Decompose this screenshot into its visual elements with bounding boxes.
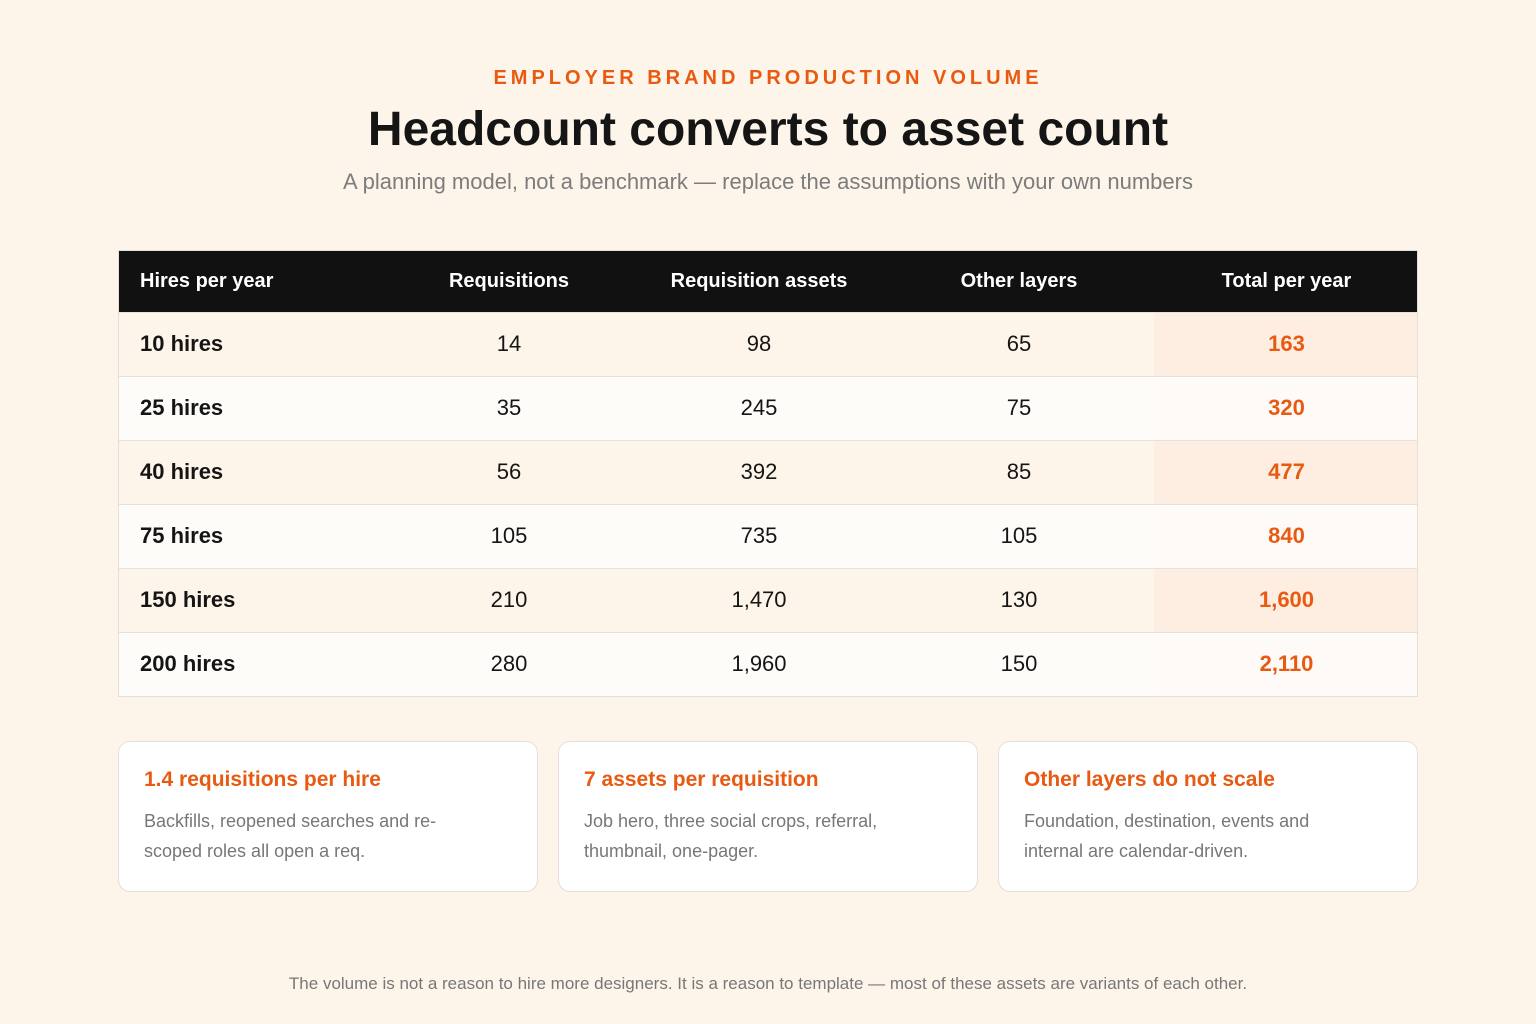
- requisitions-cell: 35: [496, 395, 522, 420]
- other-layers-cell: 105: [1000, 523, 1038, 548]
- requisition-assets-cell: 98: [746, 331, 772, 356]
- table-row: [119, 632, 1418, 696]
- assumption-card-other-layers: [998, 741, 1418, 892]
- hires-cell: 10 hires: [140, 331, 224, 356]
- table-row: [119, 504, 1418, 568]
- total-cell: 840: [1154, 504, 1418, 568]
- card-body: Backfills, reopened searches and re-scoped roles all open a req.: [144, 811, 437, 861]
- assumption-card-requisitions: [118, 741, 538, 892]
- table-header-row: [119, 251, 1418, 312]
- column-header-hires: Hires per year: [140, 269, 274, 292]
- other-layers-cell: 85: [1006, 459, 1032, 484]
- hires-cell: 40 hires: [140, 459, 224, 484]
- other-layers-cell: 65: [1006, 331, 1032, 356]
- requisition-assets-cell: 735: [740, 523, 778, 548]
- requisition-assets-cell: 1,960: [731, 651, 787, 677]
- card-title: 7 assets per requisition: [584, 768, 819, 791]
- page-title: Headcount converts to asset count: [367, 103, 1169, 156]
- hires-cell: 75 hires: [140, 523, 224, 548]
- hires-cell: 25 hires: [140, 395, 224, 420]
- table-row: [119, 440, 1418, 504]
- total-cell: 1,600: [1154, 568, 1418, 632]
- requisitions-cell: 280: [490, 651, 528, 677]
- requisition-assets-cell: 392: [740, 459, 778, 484]
- eyebrow-label: EMPLOYER BRAND PRODUCTION VOLUME: [493, 67, 1043, 89]
- hires-cell: 200 hires: [140, 651, 236, 677]
- other-layers-cell: 130: [1000, 587, 1038, 612]
- other-layers-cell: 150: [1000, 651, 1038, 677]
- requisition-assets-cell: 1,470: [731, 587, 787, 612]
- requisitions-cell: 210: [490, 587, 528, 612]
- table-row: [119, 312, 1418, 376]
- table-row: [119, 376, 1418, 440]
- table-row: [119, 568, 1418, 632]
- total-cell: 2,110: [1154, 632, 1418, 696]
- assumption-card-assets: [558, 741, 978, 892]
- card-body: Foundation, destination, events and internal are calendar-driven.: [1024, 811, 1310, 861]
- other-layers-cell: 75: [1006, 395, 1032, 420]
- total-cell: 477: [1154, 440, 1418, 504]
- hires-cell: 150 hires: [140, 587, 236, 612]
- card-title: 1.4 requisitions per hire: [144, 768, 381, 791]
- requisitions-cell: 105: [490, 523, 528, 548]
- column-header-requisition-assets: Requisition assets: [670, 269, 848, 292]
- asset-volume-table: [118, 250, 1418, 697]
- total-cell: 163: [1154, 312, 1418, 376]
- assumption-cards: [118, 741, 1418, 892]
- footnote: The volume is not a reason to hire more designers. It is a reason to template — most of these assets are variants of each other.: [288, 974, 1248, 993]
- requisitions-cell: 56: [496, 459, 522, 484]
- column-header-other-layers: Other layers: [960, 269, 1078, 292]
- column-header-requisitions: Requisitions: [448, 269, 569, 292]
- card-body: Job hero, three social crops, referral, thumbnail, one-pager.: [584, 811, 878, 861]
- card-title: Other layers do not scale: [1024, 768, 1275, 791]
- requisition-assets-cell: 245: [740, 395, 778, 420]
- requisitions-cell: 14: [496, 331, 522, 356]
- column-header-total: Total per year: [1221, 269, 1352, 292]
- total-cell: 320: [1154, 376, 1418, 440]
- page-subtitle: A planning model, not a benchmark — replace the assumptions with your own numbers: [343, 169, 1193, 194]
